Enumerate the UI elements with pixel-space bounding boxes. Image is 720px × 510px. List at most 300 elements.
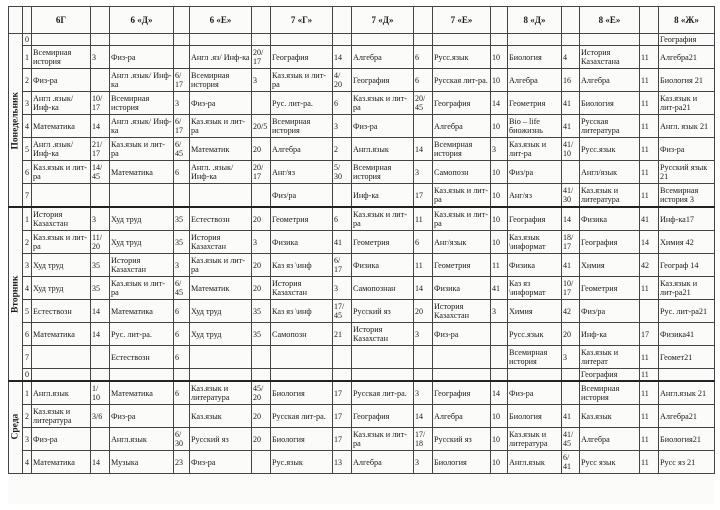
- subject-cell: Русс.язык: [580, 138, 640, 161]
- subject-cell: [659, 369, 715, 382]
- room-cell: [252, 34, 271, 46]
- room-cell: 3: [333, 277, 352, 300]
- subject-cell: Биология: [508, 46, 562, 69]
- room-cell: 41: [562, 254, 580, 277]
- room-cell: 10: [491, 161, 508, 184]
- subject-cell: [352, 34, 414, 46]
- room-cell: [414, 346, 433, 369]
- subject-cell: География: [433, 381, 491, 405]
- subject-cell: [110, 34, 174, 46]
- room-cell: 20: [414, 300, 433, 323]
- room-cell: 14: [562, 207, 580, 231]
- table-row: [9, 369, 715, 382]
- room-cell: 14: [640, 231, 659, 254]
- room-cell: 6: [414, 231, 433, 254]
- room-cell: 6/ 41: [562, 451, 580, 474]
- table-row: [9, 381, 715, 405]
- room-cell: [174, 369, 190, 382]
- subject-cell: Алгебра: [352, 46, 414, 69]
- subject-cell: География: [352, 69, 414, 92]
- subject-cell: Алгебра: [352, 451, 414, 474]
- room-cell: 17/ 18: [414, 428, 433, 451]
- class-header: 6 «Д»: [110, 7, 174, 34]
- subject-cell: Алгебра: [580, 428, 640, 451]
- subject-cell: Русский яз: [433, 428, 491, 451]
- room-cell: 20: [252, 207, 271, 231]
- room-cell: 3: [174, 254, 190, 277]
- subject-cell: Физ/ра: [508, 161, 562, 184]
- subject-cell: Каз.язык и лит-ра: [433, 207, 491, 231]
- subject-cell: Физ/ра: [580, 300, 640, 323]
- subject-cell: Математик: [190, 277, 252, 300]
- room-header: [252, 7, 271, 34]
- subject-cell: Англ. язык 21: [659, 115, 715, 138]
- room-cell: [333, 369, 352, 382]
- room-cell: 6/ 17: [174, 115, 190, 138]
- lesson-number: 7: [23, 184, 32, 208]
- lesson-number: 2: [23, 69, 32, 92]
- room-header: [562, 7, 580, 34]
- room-cell: 6/ 17: [333, 254, 352, 277]
- room-cell: 6: [174, 346, 190, 369]
- room-cell: 23: [174, 451, 190, 474]
- room-cell: 18/ 17: [562, 231, 580, 254]
- subject-cell: Каз.язык и лит-ра: [433, 184, 491, 208]
- room-cell: 6: [333, 92, 352, 115]
- room-header: [491, 7, 508, 34]
- room-header: [91, 7, 110, 34]
- table-row: [9, 138, 715, 161]
- subject-cell: Инф-ка17: [659, 207, 715, 231]
- subject-cell: Физ-ра: [32, 69, 91, 92]
- subject-cell: Геомет21: [659, 346, 715, 369]
- room-cell: 3: [491, 300, 508, 323]
- subject-cell: [508, 34, 562, 46]
- subject-cell: Худ труд: [190, 300, 252, 323]
- header-spacer: [9, 7, 23, 34]
- room-cell: 20: [252, 254, 271, 277]
- subject-cell: Биология21: [659, 428, 715, 451]
- lesson-number: 5: [23, 138, 32, 161]
- subject-cell: Биология 21: [659, 69, 715, 92]
- subject-cell: Всемирная история: [580, 381, 640, 405]
- room-cell: 16: [562, 69, 580, 92]
- subject-cell: Геометрия: [433, 254, 491, 277]
- subject-cell: Рус. лит-ра.: [110, 323, 174, 346]
- subject-cell: Биология: [508, 405, 562, 428]
- room-cell: 35: [174, 207, 190, 231]
- room-cell: 11: [640, 346, 659, 369]
- lesson-number: 2: [23, 231, 32, 254]
- room-cell: 3: [252, 69, 271, 92]
- room-cell: 35: [252, 300, 271, 323]
- subject-cell: Каз.язык и литература: [32, 405, 91, 428]
- room-cell: 6/ 45: [174, 277, 190, 300]
- lesson-number: 7: [23, 346, 32, 369]
- room-cell: [414, 34, 433, 46]
- subject-cell: [352, 369, 414, 382]
- room-cell: 6: [174, 323, 190, 346]
- subject-cell: [433, 346, 491, 369]
- subject-cell: Рус.язык: [271, 451, 333, 474]
- subject-cell: Естествозн: [32, 300, 91, 323]
- class-header: 8 «Е»: [580, 7, 640, 34]
- room-cell: [491, 34, 508, 46]
- room-cell: 11: [640, 115, 659, 138]
- room-cell: 20/ 45: [414, 92, 433, 115]
- room-cell: 17: [640, 323, 659, 346]
- room-cell: 11: [640, 381, 659, 405]
- room-cell: 3: [414, 323, 433, 346]
- table-row: [9, 346, 715, 369]
- subject-cell: Каз.язык и лит-ра21: [659, 92, 715, 115]
- lesson-number: 4: [23, 277, 32, 300]
- room-cell: 14/ 45: [91, 161, 110, 184]
- room-cell: 4: [562, 46, 580, 69]
- room-cell: 10: [491, 46, 508, 69]
- subject-cell: [352, 346, 414, 369]
- subject-cell: Русс язык: [580, 451, 640, 474]
- room-cell: 3: [333, 115, 352, 138]
- room-cell: 14: [414, 277, 433, 300]
- lesson-number: 1: [23, 46, 32, 69]
- lesson-number: 2: [23, 405, 32, 428]
- table-row: [9, 405, 715, 428]
- table-row: [9, 34, 715, 46]
- room-cell: 4/ 20: [333, 69, 352, 92]
- subject-cell: География: [433, 92, 491, 115]
- room-cell: 14: [333, 46, 352, 69]
- subject-cell: [190, 346, 252, 369]
- room-cell: 11: [491, 254, 508, 277]
- room-cell: [562, 161, 580, 184]
- subject-cell: Русский яз: [190, 428, 252, 451]
- subject-cell: Самопозн: [433, 161, 491, 184]
- subject-cell: Каз.язык: [190, 405, 252, 428]
- subject-cell: [32, 184, 91, 208]
- room-cell: 10: [491, 451, 508, 474]
- subject-cell: Рус. лит-ра21: [659, 300, 715, 323]
- subject-cell: Самопозн: [271, 323, 333, 346]
- subject-cell: Каз яз \инф: [271, 300, 333, 323]
- subject-cell: Всемирная история: [271, 115, 333, 138]
- room-cell: 21: [333, 323, 352, 346]
- room-cell: 41: [562, 405, 580, 428]
- subject-cell: Bio – life биожизнь: [508, 115, 562, 138]
- room-cell: 35: [252, 323, 271, 346]
- subject-cell: [271, 369, 333, 382]
- subject-cell: Каз.язык и лит-ра: [32, 231, 91, 254]
- subject-cell: Каз.язык и литература: [580, 184, 640, 208]
- subject-cell: [32, 346, 91, 369]
- room-cell: 11/ 20: [91, 231, 110, 254]
- room-cell: 3: [414, 381, 433, 405]
- subject-cell: Физика: [433, 277, 491, 300]
- lesson-number: 3: [23, 254, 32, 277]
- subject-cell: Каз.язык и лит-ра: [110, 138, 174, 161]
- room-cell: 6/ 45: [174, 138, 190, 161]
- subject-cell: Англ.язык: [32, 381, 91, 405]
- room-cell: [491, 369, 508, 382]
- subject-cell: Алгебра: [580, 69, 640, 92]
- subject-cell: Русский яз: [352, 300, 414, 323]
- subject-cell: Математика: [110, 300, 174, 323]
- room-cell: [333, 346, 352, 369]
- room-cell: 17: [333, 428, 352, 451]
- room-cell: 3: [91, 46, 110, 69]
- table-row: [9, 277, 715, 300]
- subject-cell: Англ.язык: [508, 451, 562, 474]
- subject-cell: Физ-ра: [32, 428, 91, 451]
- subject-cell: Худ труд: [190, 323, 252, 346]
- subject-cell: Анг/яз: [271, 161, 333, 184]
- room-cell: [91, 184, 110, 208]
- room-cell: [562, 369, 580, 382]
- table-row: [9, 300, 715, 323]
- day-label: Вторник: [9, 207, 23, 381]
- class-header: 7 «Е»: [433, 7, 491, 34]
- room-cell: [91, 69, 110, 92]
- table-row: [9, 207, 715, 231]
- room-header: [414, 7, 433, 34]
- room-cell: 11: [640, 451, 659, 474]
- room-cell: 10: [491, 207, 508, 231]
- subject-cell: Математика: [110, 381, 174, 405]
- subject-cell: Каз.язык и лит-ра21: [659, 277, 715, 300]
- room-cell: 20/ 17: [252, 46, 271, 69]
- subject-cell: [580, 34, 640, 46]
- lesson-number: 4: [23, 115, 32, 138]
- room-cell: 1/ 10: [91, 381, 110, 405]
- subject-cell: Математика: [32, 115, 91, 138]
- room-cell: 6: [174, 381, 190, 405]
- room-cell: 20: [252, 405, 271, 428]
- subject-cell: [110, 369, 174, 382]
- room-cell: [252, 451, 271, 474]
- subject-cell: География: [580, 231, 640, 254]
- room-cell: 6: [333, 207, 352, 231]
- subject-cell: Всемирная история: [433, 138, 491, 161]
- room-cell: 35: [91, 254, 110, 277]
- room-cell: 11: [640, 69, 659, 92]
- room-cell: 3: [252, 231, 271, 254]
- subject-cell: Географ 14: [659, 254, 715, 277]
- subject-cell: Англ .язык/ Инф-ка: [32, 138, 91, 161]
- subject-cell: История Казахстан: [352, 323, 414, 346]
- lesson-number: 0: [23, 369, 32, 382]
- room-cell: 11: [414, 254, 433, 277]
- room-cell: 10/ 17: [91, 92, 110, 115]
- subject-cell: Русская лит-ра.: [352, 381, 414, 405]
- header-spacer: [23, 7, 32, 34]
- room-cell: [91, 34, 110, 46]
- subject-cell: Музыка: [110, 451, 174, 474]
- room-cell: 45/ 20: [252, 381, 271, 405]
- room-cell: 20/5: [252, 115, 271, 138]
- subject-cell: Русский язык 21: [659, 161, 715, 184]
- room-cell: [252, 184, 271, 208]
- subject-cell: Англ.язык: [110, 428, 174, 451]
- room-cell: 10: [491, 115, 508, 138]
- room-cell: 35: [174, 231, 190, 254]
- room-cell: 11: [640, 138, 659, 161]
- subject-cell: Физика: [352, 254, 414, 277]
- room-cell: 20: [252, 138, 271, 161]
- room-cell: 14: [91, 323, 110, 346]
- subject-cell: Русс.язык: [433, 46, 491, 69]
- room-cell: 35: [91, 277, 110, 300]
- subject-cell: Биология: [580, 92, 640, 115]
- subject-cell: Математика: [32, 323, 91, 346]
- subject-cell: Химия 42: [659, 231, 715, 254]
- subject-cell: Рус. лит-ра.: [271, 92, 333, 115]
- subject-cell: Каз.язык и литерат: [580, 346, 640, 369]
- room-cell: 42: [562, 300, 580, 323]
- subject-cell: Худ труд: [110, 207, 174, 231]
- schedule-table: [8, 6, 715, 474]
- subject-cell: География: [508, 207, 562, 231]
- subject-cell: [271, 34, 333, 46]
- subject-cell: Геометрия: [271, 207, 333, 231]
- subject-cell: Каз.язык: [580, 405, 640, 428]
- room-cell: [562, 34, 580, 46]
- subject-cell: Алгебра: [508, 69, 562, 92]
- subject-cell: Каз.язык \информат: [508, 231, 562, 254]
- room-cell: 3: [91, 207, 110, 231]
- room-cell: 6: [174, 300, 190, 323]
- room-cell: [640, 34, 659, 46]
- room-cell: 11: [640, 277, 659, 300]
- subject-cell: Каз.язык и лит-ра: [352, 92, 414, 115]
- room-cell: 10/ 17: [562, 277, 580, 300]
- room-cell: 20: [252, 428, 271, 451]
- room-cell: 13: [333, 451, 352, 474]
- subject-cell: Каз.язык и лит-ра: [271, 69, 333, 92]
- room-cell: [414, 115, 433, 138]
- room-cell: 11: [640, 161, 659, 184]
- subject-cell: Инф-ка: [580, 323, 640, 346]
- room-cell: 41: [640, 207, 659, 231]
- subject-cell: Биология: [271, 428, 333, 451]
- subject-cell: Всемирная история: [110, 92, 174, 115]
- subject-cell: Физ-ра: [110, 46, 174, 69]
- schedule-body: [9, 34, 715, 474]
- room-cell: 20/ 17: [252, 161, 271, 184]
- room-cell: 5/ 30: [333, 161, 352, 184]
- table-row: [9, 254, 715, 277]
- room-cell: 11: [640, 46, 659, 69]
- subject-cell: Биология: [271, 381, 333, 405]
- subject-cell: Англ .язык/ Инф-ка: [110, 69, 174, 92]
- subject-cell: Каз яз \инф: [271, 254, 333, 277]
- lesson-number: 4: [23, 451, 32, 474]
- subject-cell: Математика: [110, 161, 174, 184]
- subject-cell: Геометрия: [580, 277, 640, 300]
- room-cell: 17: [414, 184, 433, 208]
- room-cell: 17: [333, 381, 352, 405]
- room-cell: [252, 92, 271, 115]
- room-cell: [414, 369, 433, 382]
- subject-cell: Русс.язык: [508, 323, 562, 346]
- subject-cell: Каз.язык и литература: [508, 428, 562, 451]
- subject-cell: Физ-ра: [110, 405, 174, 428]
- subject-cell: [190, 369, 252, 382]
- subject-cell: [508, 369, 562, 382]
- room-cell: 6: [174, 161, 190, 184]
- room-cell: 14: [91, 300, 110, 323]
- class-header: 8 «Ж»: [659, 7, 715, 34]
- subject-cell: Физ-ра: [190, 92, 252, 115]
- subject-cell: Самопознан: [352, 277, 414, 300]
- room-cell: 10: [491, 69, 508, 92]
- subject-cell: История Казахстан: [433, 300, 491, 323]
- room-header: [174, 7, 190, 34]
- room-cell: [174, 184, 190, 208]
- lesson-number: 1: [23, 381, 32, 405]
- room-cell: [174, 46, 190, 69]
- subject-cell: Физ/ра: [271, 184, 333, 208]
- subject-cell: Физ-ра: [433, 323, 491, 346]
- room-cell: 6/ 17: [174, 69, 190, 92]
- subject-cell: [32, 34, 91, 46]
- room-cell: 6: [414, 46, 433, 69]
- day-label: Понедельник: [9, 34, 23, 208]
- subject-cell: Англ .язык/ Инф-ка: [32, 92, 91, 115]
- table-row: [9, 161, 715, 184]
- room-cell: 3: [174, 92, 190, 115]
- room-cell: 14: [414, 138, 433, 161]
- subject-cell: [190, 34, 252, 46]
- subject-cell: Алгебра21: [659, 46, 715, 69]
- room-cell: 11: [414, 207, 433, 231]
- subject-cell: Всемирная история: [190, 69, 252, 92]
- subject-cell: Всемирная история: [508, 346, 562, 369]
- subject-cell: Геометрия: [352, 231, 414, 254]
- subject-cell: Математик: [190, 138, 252, 161]
- table-row: [9, 92, 715, 115]
- subject-cell: География: [352, 405, 414, 428]
- table-row: [9, 46, 715, 69]
- room-cell: [91, 346, 110, 369]
- subject-cell: История Казахстан: [271, 277, 333, 300]
- table-row: [9, 231, 715, 254]
- lesson-number: 6: [23, 323, 32, 346]
- subject-cell: Англ .язык/ Инф-ка: [110, 115, 174, 138]
- subject-cell: Каз яз \информат: [508, 277, 562, 300]
- room-cell: [491, 346, 508, 369]
- subject-cell: Физика: [508, 254, 562, 277]
- room-cell: 10: [491, 231, 508, 254]
- room-cell: [91, 428, 110, 451]
- room-cell: 11: [640, 405, 659, 428]
- room-cell: [252, 369, 271, 382]
- room-cell: 11: [640, 369, 659, 382]
- lesson-number: 6: [23, 161, 32, 184]
- room-cell: 42: [640, 254, 659, 277]
- lesson-number: 0: [23, 34, 32, 46]
- header-row: [9, 7, 715, 34]
- lesson-number: 3: [23, 428, 32, 451]
- subject-cell: Естествозн: [190, 207, 252, 231]
- subject-cell: Англ .яз/ Инф-ка: [190, 46, 252, 69]
- subject-cell: Химия: [580, 254, 640, 277]
- class-header: 8 «Д»: [508, 7, 562, 34]
- subject-cell: Худ труд: [32, 254, 91, 277]
- room-cell: 14: [491, 381, 508, 405]
- room-cell: 10: [491, 428, 508, 451]
- subject-cell: География: [580, 369, 640, 382]
- subject-cell: Инф-ка: [352, 184, 414, 208]
